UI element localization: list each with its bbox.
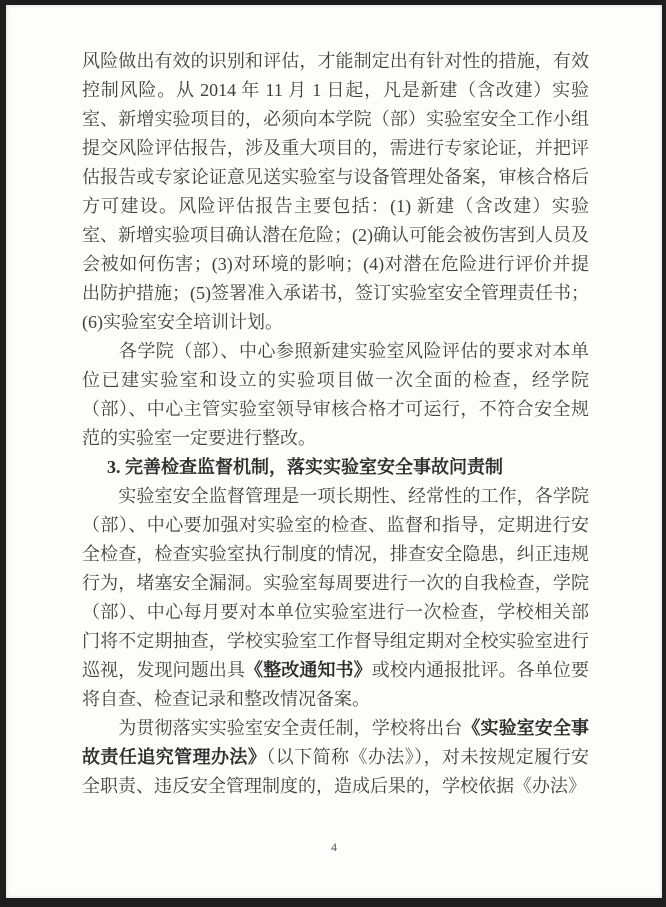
paragraph xyxy=(82,47,589,337)
page-number: 4 xyxy=(331,840,337,854)
text-run: 实验室安全监督管理是一项长期性、经常性的工作，各学院（部）、中心要加强对实验室的检查、监督和指导，定期进行安全检查，检查实验室执行制度的情况，排查安全隐患，纠正违规行为，堵塞安全漏洞。实验室每周要进行一次的自我检查，学院（部）、中心每月要对本单位实验室进行一次检查，学校相关部门将不定期抽查，学校实验室工作督导组定期对全校实验室进行巡视，发现问题出具 xyxy=(82,486,589,680)
section-heading xyxy=(82,453,589,482)
paragraph xyxy=(82,714,589,801)
text-run: （以下简称《办法》），对未按规定履行安全职责、违反安全管理制度的，造成后果的，学校依据《办法》 xyxy=(82,747,590,796)
text-run: 各学院（部）、中心参照新建实验室风险评估的要求对本单位已建实验室和设立的实验项目做一次全面的检查，经学院（部）、中心主管实验室领导审核合格才可运行，不符合安全规范的实验室一定要进行整改。 xyxy=(82,341,589,448)
page-sheet xyxy=(6,5,662,898)
paragraph xyxy=(82,482,589,714)
text-run: 风险做出有效的识别和评估，才能制定出有针对性的措施，有效控制风险。从 2014 年 11 月 1 日起，凡是新建（含改建）实验室、新增实验项目的，必须向本学院（部）实验室安全工作小组提交风险评估报告，涉及重大项目的，需进行专家论证，并把评估报告或专家论证意见送实验室与设备管理处备案，审核合格后方可建设。风险评估报告主要包括：(1) 新建（含改建）实验室、新增实验项目确认潜在危险；(2)确认可能会被伤害到人员及会被如何伤害；(3)对环境的影响；(4)对潜在危险进行评价并提出防护措施；(5)签署准入承诺书，签订实验室安全管理责任书；(6)实验室安全培训计划。 xyxy=(82,51,589,332)
text-run: 为贯彻落实实验室安全责任制，学校将出台 xyxy=(82,718,463,738)
bold-text-run: 3. 完善检查监督机制，落实实验室安全事故问责制 xyxy=(107,457,503,477)
paragraph xyxy=(82,337,589,453)
bold-text-run: 《实验室安全事故责任追究管理办法》 xyxy=(82,718,590,767)
document-body xyxy=(82,47,589,801)
text-run: 或校内通报批评。各单位要将自查、检查记录和整改情况备案。 xyxy=(82,660,590,709)
bold-text-run: 《整改通知书》 xyxy=(245,660,372,680)
